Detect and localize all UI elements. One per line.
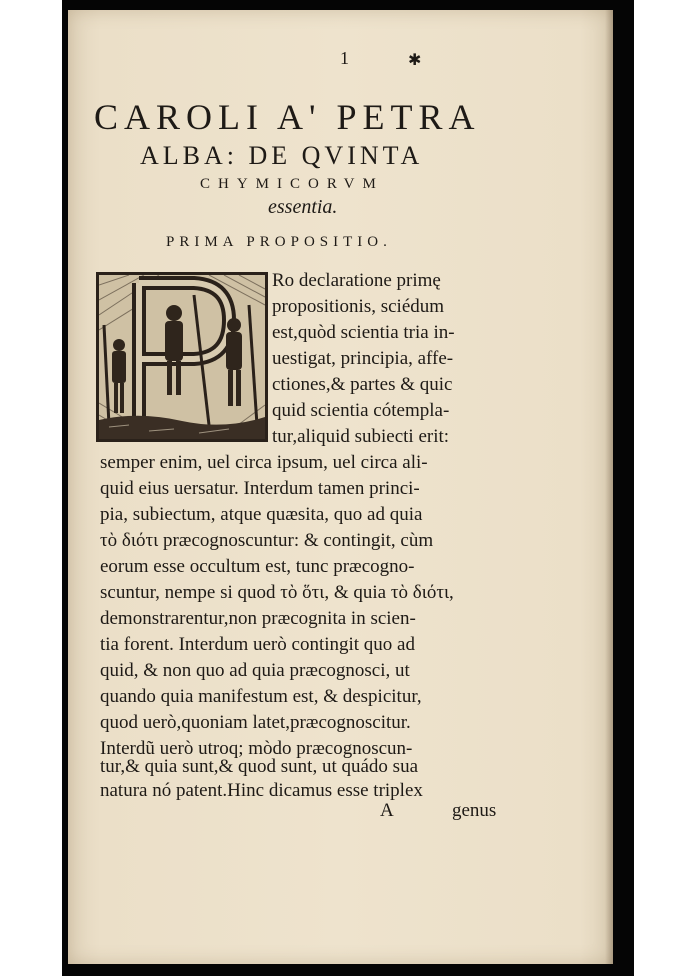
- body-line-1: Ro declaratione primę: [272, 270, 441, 291]
- title-line-2: ALBA: DE QVINTA: [140, 141, 424, 170]
- body-line-18: quod uerò,quoniam latet,præcognoscitur.: [100, 712, 411, 733]
- initial-letter: [0, 0, 1, 1]
- catchword: genus: [452, 800, 497, 821]
- folio-number: 1: [340, 48, 349, 68]
- corner-mark-icon: ✱: [408, 52, 422, 69]
- title-line-1: CAROLI A' PETRA: [94, 97, 481, 137]
- body-line-17: quando quia manifestum est, & despicitur,: [100, 686, 422, 707]
- body-line-20: tur,& quia sunt,& quod sunt, ut quádo sua: [100, 756, 418, 777]
- body-line-13: scuntur, nempe si quod τὸ ὅτι, & quia τὸ διότι,: [100, 582, 454, 603]
- body-line-11: τὸ διότι præcognoscuntur: & contingit, cùm: [100, 530, 434, 551]
- signature-mark: A: [380, 800, 394, 821]
- page-gutter-shadow: [605, 10, 613, 964]
- body-line-15: tia forent. Interdum uerò contingit quo ad: [100, 634, 415, 655]
- body-line-12: eorum esse occultum est, tunc præcogno-: [100, 556, 415, 577]
- body-line-8: semper enim, uel circa ipsum, uel circa ali-: [100, 452, 428, 473]
- body-line-10: pia, subiectum, atque quæsita, quo ad quia: [100, 504, 423, 525]
- title-line-3: CHYMICORVM: [200, 176, 384, 192]
- body-line-3: est,quòd scientia tria in-: [272, 322, 455, 343]
- body-line-7: tur,aliquid subiecti erit:: [272, 426, 450, 447]
- title-line-4: essentia.: [268, 196, 338, 218]
- woodcut-illustration: [99, 275, 265, 439]
- section-heading: PRIMA PROPOSITIO.: [166, 234, 392, 250]
- body-line-21: natura nó patent.Hinc dicamus esse triplex: [100, 780, 423, 801]
- body-line-2: propositionis, sciédum: [272, 296, 445, 317]
- body-line-14: demonstrarentur,non præcognita in scien-: [100, 608, 416, 629]
- body-line-5: ctiones,& partes & quic: [272, 374, 453, 395]
- body-line-4: uestigat, principia, affe-: [272, 348, 454, 369]
- body-line-9: quid eius uersatur. Interdum tamen princi-: [100, 478, 420, 499]
- body-line-19: Interdũ uerò utroq; mòdo præcognoscun-: [100, 738, 413, 759]
- body-line-6: quid scientia cótempla-: [272, 400, 450, 421]
- body-line-16: quid, & non quo ad quia præcognosci, ut: [100, 660, 410, 681]
- historiated-initial-woodcut-icon: [96, 272, 268, 442]
